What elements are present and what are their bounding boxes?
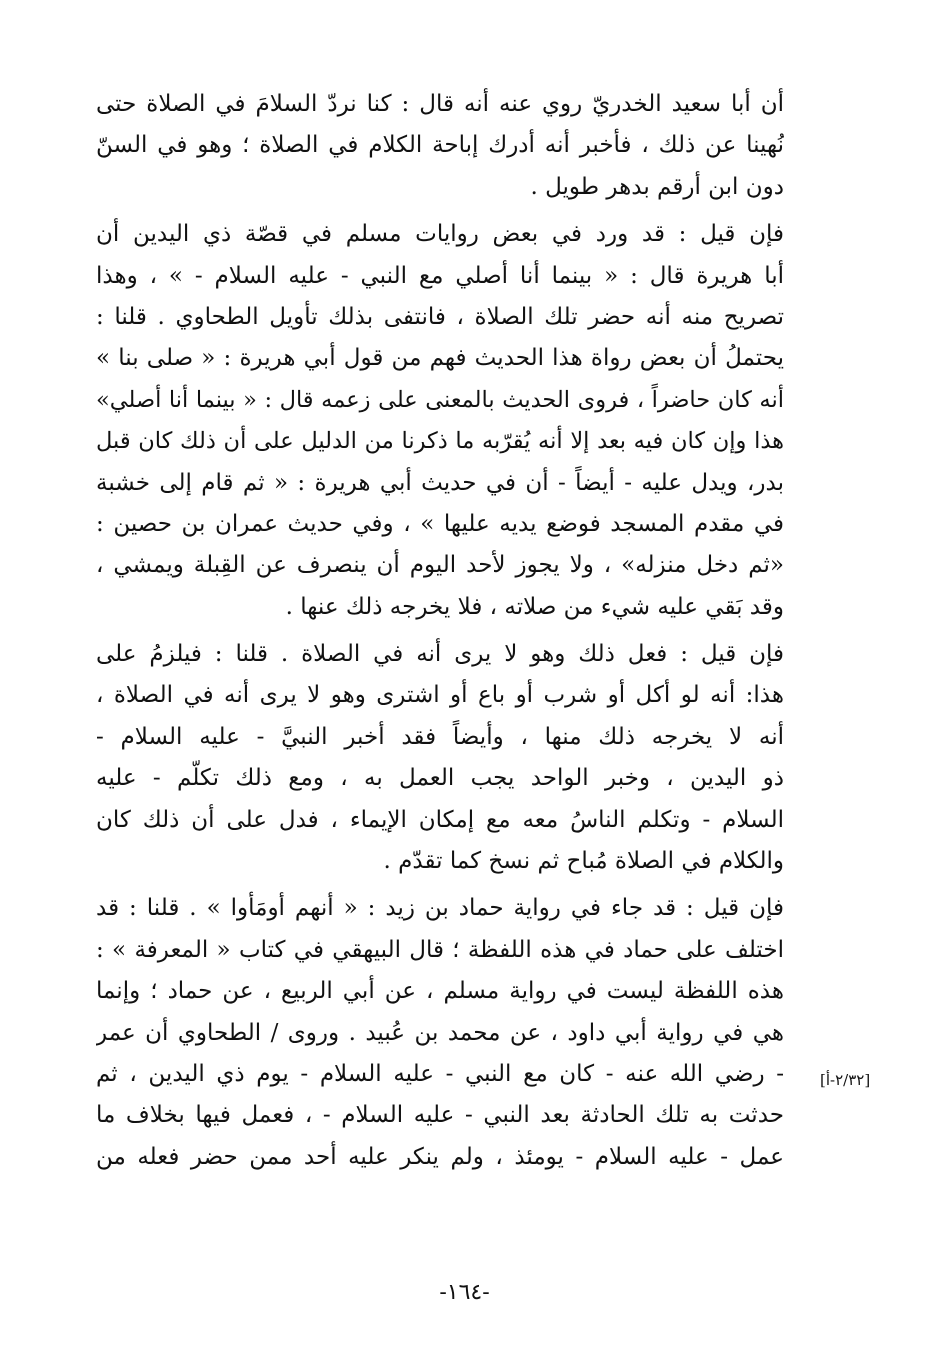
text-line: ذو اليدين ، وخبر الواحد يجب العمل به ، ومع ذلك تكلّم - عليه bbox=[96, 765, 784, 792]
text-line: هذا: أنه لو أكل أو شرب أو باع أو اشترى وهو لا يرى أنه في الصلاة ، bbox=[96, 682, 784, 709]
text-line: دون ابن أرقم بدهر طويل . bbox=[530, 173, 784, 200]
text-line: أن أبا سعيد الخدريّ روي عنه أنه قال : كنا نردّ السلامَ في الصلاة حتى bbox=[96, 91, 784, 117]
paragraph-4 bbox=[96, 888, 784, 1178]
paragraph-1 bbox=[96, 84, 784, 208]
text-line: حدثت به تلك الحادثة بعد النبي - عليه السلام - ، فعمل فيها بخلاف ما bbox=[96, 1102, 784, 1129]
text-line: أبا هريرة قال : « بينما أنا أصلي مع النبي - عليه السلام - » ، وهذا bbox=[96, 262, 784, 289]
text-line: هذه اللفظة ليست في رواية مسلم ، عن أبي الربيع ، عن حماد ؛ وإنما bbox=[96, 978, 784, 1005]
page-number: -١٦٤- bbox=[439, 1280, 490, 1305]
page-body bbox=[96, 84, 784, 1264]
text-line: بدر، ويدل عليه - أيضاً - أن في حديث أبي هريرة : « ثم قام إلى خشبة bbox=[96, 469, 784, 496]
text-line: تصريح منه أنه حضر تلك الصلاة ، فانتفى بذلك تأويل الطحاوي . قلنا : bbox=[96, 303, 784, 330]
text-line: فإن قيل : فعل ذلك وهو لا يرى أنه في الصلاة . قلنا : فيلزمُ على bbox=[96, 641, 784, 668]
text-line: عمل - عليه السلام - يومئذ ، ولم ينكر عليه أحد ممن حضر فعله من bbox=[96, 1143, 784, 1170]
text-line: في مقدم المسجد فوضع يديه عليها » ، وفي حديث عمران بن حصين : bbox=[96, 510, 784, 537]
text-line: أنه كان حاضراً ، فروى الحديث بالمعنى على زعمه قال : « بينما أنا أصلي» bbox=[96, 386, 784, 413]
text-line: هذا وإن كان فيه بعد إلا أنه يُقرّبه ما ذكرنا من الدليل على أن ذلك كان قبل bbox=[96, 428, 784, 455]
text-line: «ثم دخل منزله» ، ولا يجوز لأحد اليوم أن ينصرف عن القِبلة ويمشي ، bbox=[96, 552, 784, 579]
margin-folio-reference: [٢/٣٢-أ] bbox=[820, 1071, 871, 1089]
text-line: السلام - وتكلم الناسُ معه مع إمكان الإيماء ، فدل على أن ذلك كان bbox=[96, 806, 784, 833]
text-line: هي في رواية أبي داود ، عن محمد بن عُبيد . وروى / الطحاوي أن عمر bbox=[96, 1019, 784, 1046]
text-line: - رضي الله عنه - كان مع النبي - عليه السلام - يوم ذي اليدين ، ثم bbox=[96, 1060, 784, 1087]
text-line: وقد بَقي عليه شيء من صلاته ، فلا يخرجه ذلك عنها . bbox=[285, 593, 784, 620]
paragraph-3 bbox=[96, 634, 784, 882]
text-line: نُهينا عن ذلك ، فأخبر أنه أدرك إباحة الكلام في الصلاة ؛ وهو في السنّ bbox=[96, 132, 784, 159]
text-line: اختلف على حماد في هذه اللفظة ؛ قال البيهقي في كتاب « المعرفة » : bbox=[96, 936, 784, 963]
text-line: فإن قيل : قد جاء في رواية حماد بن زيد : « أنهم أومَأوا » . قلنا : قد bbox=[96, 895, 784, 922]
text-line: والكلام في الصلاة مُباح ثم نسخ كما تقدّم . bbox=[383, 848, 784, 875]
text-line: أنه لا يخرجه ذلك منها ، وأيضاً فقد أخبر النبيَّ - عليه السلام - bbox=[96, 723, 784, 750]
text-line: فإن قيل : قد ورد في بعض روايات مسلم في قصّة ذي اليدين أن bbox=[96, 221, 784, 248]
paragraph-2 bbox=[96, 214, 784, 628]
text-line: يحتملُ أن بعض رواة هذا الحديث فهم من قول أبي هريرة : « صلى بنا » bbox=[96, 345, 784, 372]
